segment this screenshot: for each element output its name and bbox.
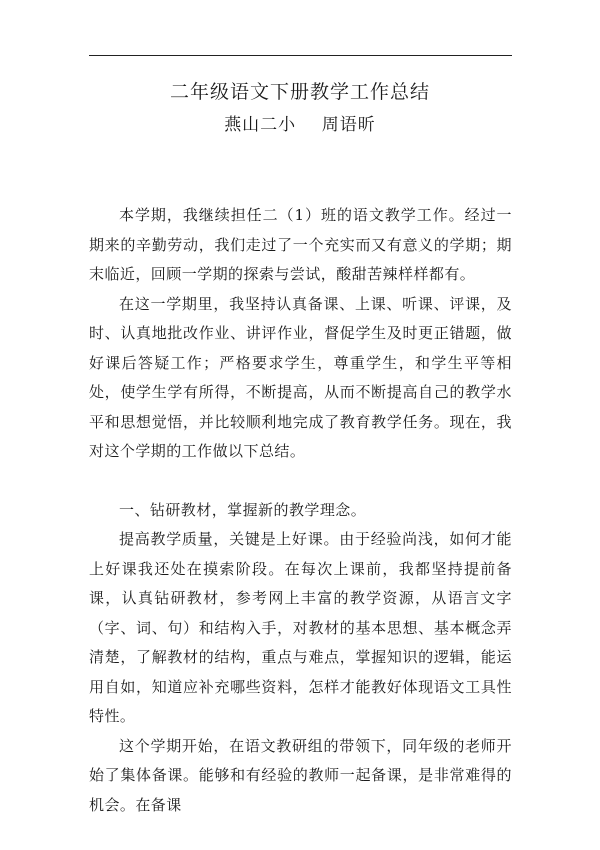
document-title: 二年级语文下册教学工作总结 — [169, 81, 430, 103]
paragraph-section-2: 这个学期开始，在语文教研组的带领下，同年级的老师开始了集体备课。能够和有经验的教师一起备课，是非常难得的机会。在备课 — [89, 736, 512, 814]
paragraph-overview: 在这一学期里，我坚持认真备课、上课、听课、评课，及时、认真地批改作业、讲评作业，督促学生及时更正错题，做好课后答疑工作；严格要求学生，尊重学生，和学生平等相处，使学生学有所得，不断提高，从而不断提高自己的教学水平和思想觉悟，并比较顺利地完成了教育教学任务。现在，我对这个学期的工作做以下总结。 — [89, 294, 512, 460]
document-body — [89, 201, 512, 820]
section-heading: 一、钻研教材，掌握新的教学理念。 — [119, 500, 367, 519]
document-author: 燕山二小 周语昕 — [224, 115, 376, 135]
paragraph-section-1: 提高教学质量，关键是上好课。由于经验尚浅，如何才能上好课我还处在摸索阶段。在每次上课前，我都坚持提前备课，认真钻研教材，参考网上丰富的教学资源，从语言文字（字、词、句）和结构入手，对教材的基本思想、基本概念弄清楚，了解教材的结构，重点与难点，掌握知识的逻辑，能运用自如，知道应补充哪些资料，怎样才能教好体现语文工具性特性。 — [89, 530, 512, 725]
header-rule — [89, 55, 512, 56]
paragraph-intro: 本学期，我继续担任二（1）班的语文教学工作。经过一期来的辛勤劳动，我们走过了一个充实而又有意义的学期；期末临近，回顾一学期的探索与尝试，酸甜苦辣样样都有。 — [89, 206, 512, 283]
